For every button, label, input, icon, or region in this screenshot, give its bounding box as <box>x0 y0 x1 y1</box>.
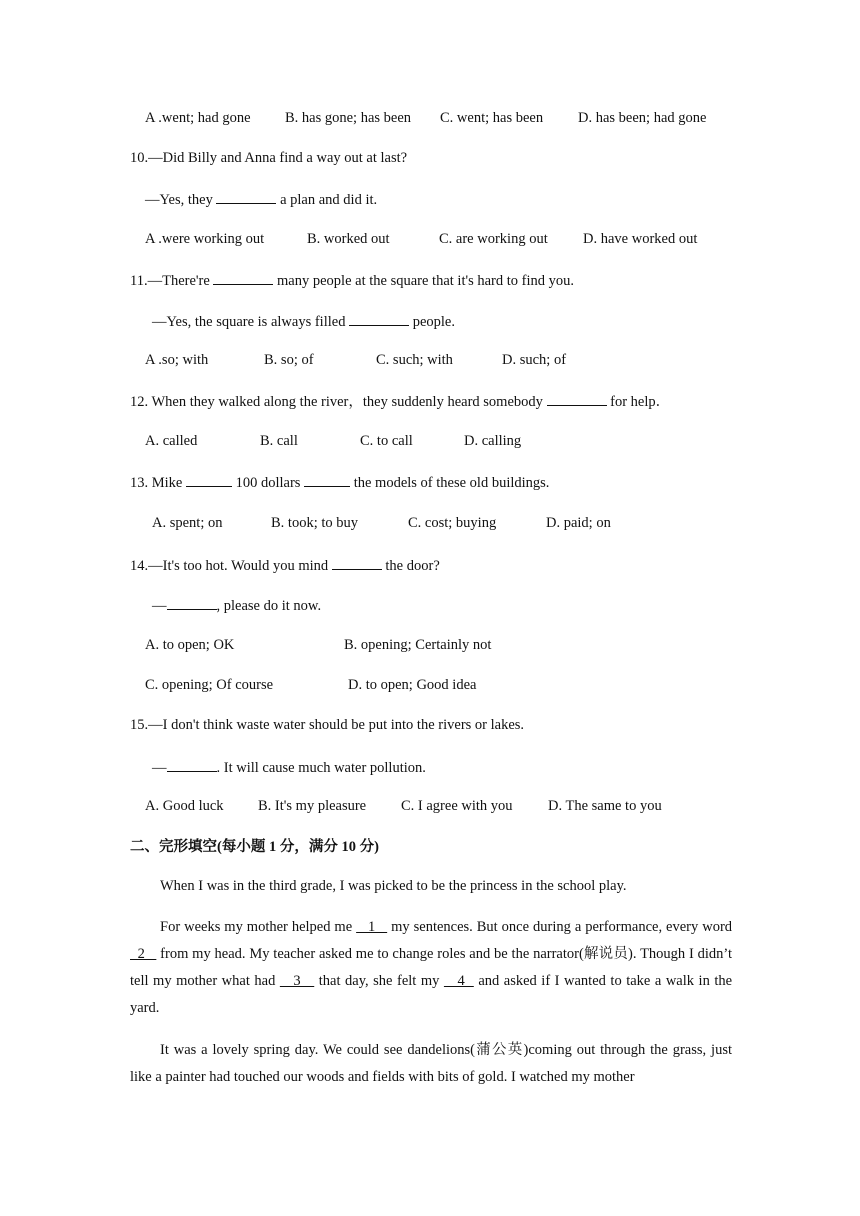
q9-option-b: B. has gone; has been <box>285 110 412 126</box>
q11-option-c: C. such; with <box>376 352 453 368</box>
q9-option-a: A .went; had gone <box>145 110 251 126</box>
q12-blank[interactable] <box>547 391 607 406</box>
paragraph-2-part-5: and asked if I wanted to take a walk in the yard. <box>130 973 733 1016</box>
q12-stem <box>130 391 670 411</box>
q10-blank[interactable] <box>216 189 276 204</box>
q14-option-a: A. to open; OK <box>145 637 235 653</box>
paragraph-2-part-1: For weeks my mother helped me <box>160 919 353 935</box>
q12-option-d: D. calling <box>464 433 522 449</box>
q9-option-c: C. went; has been <box>440 110 544 126</box>
passage-paragraph-3 <box>130 1037 732 1091</box>
q10-reply-end: a plan and did it. <box>280 192 378 208</box>
q14-blank-2[interactable] <box>167 595 217 610</box>
q12-option-a: A. called <box>145 433 198 449</box>
q14-stem <box>130 555 440 575</box>
cloze-blank-4[interactable]: 4 <box>443 973 474 989</box>
q15-stem: 15.—I don't think waste water should be put into the rivers or lakes. <box>130 717 525 733</box>
q13-stem-start: 13. Mike <box>130 475 183 491</box>
q15-option-d: D. The same to you <box>548 798 662 814</box>
cloze-blank-3[interactable]: 3 <box>279 973 315 989</box>
q10-stem: 10.—Did Billy and Anna find a way out at last? <box>130 150 408 166</box>
paragraph-2-part-3: from my head. My teacher asked me to change roles and be the narrator(解说员). Though I didn’t tell my mother what had <box>130 946 733 989</box>
section-heading: 二、完形填空(每小题 1 分，满分 10 分) <box>130 839 379 855</box>
passage-paragraph-2 <box>130 914 732 1022</box>
q14-option-c: C. opening; Of course <box>145 677 274 693</box>
q11-blank-1[interactable] <box>213 270 273 285</box>
q14-blank-1[interactable] <box>332 555 382 570</box>
q11-reply-end: people. <box>412 314 455 330</box>
q15-option-a: A. Good luck <box>145 798 224 814</box>
q13-blank-2[interactable] <box>304 472 350 487</box>
q15-option-c: C. I agree with you <box>401 798 513 814</box>
q10-reply-start: —Yes, they <box>145 192 213 208</box>
paragraph-3-text: It was a lovely spring day. We could see dandelions(蒲公英)coming out through the grass, just like a painter had touched our woods and fields with bits of gold. I watched my mother <box>130 1042 732 1085</box>
q13-option-a: A. spent; on <box>152 515 223 531</box>
q14-stem-start: 14.—It's too hot. Would you mind <box>130 558 329 574</box>
q13-option-c: C. cost; buying <box>408 515 497 531</box>
q11-stem-end: many people at the square that it's hard to find you. <box>277 273 574 289</box>
q10-reply <box>145 189 377 209</box>
q12-stem-start: 12. When they walked along the river，they suddenly heard somebody <box>130 394 543 410</box>
q13-stem <box>130 472 549 492</box>
q13-blank-1[interactable] <box>186 472 232 487</box>
q11-reply-start: —Yes, the square is always filled <box>152 314 346 330</box>
q14-reply-dash: — <box>152 598 167 614</box>
q14-option-d: D. to open; Good idea <box>348 677 477 693</box>
q9-option-d: D. has been; had gone <box>578 110 707 126</box>
q13-option-b: B. took; to buy <box>271 515 359 531</box>
q15-reply-dash: — <box>152 760 167 776</box>
q13-stem-mid: 100 dollars <box>235 475 301 491</box>
q14-reply <box>152 595 321 615</box>
cloze-blank-2[interactable]: 2 <box>130 946 157 962</box>
paragraph-2-text <box>130 914 732 1022</box>
paragraph-1-text: When I was in the third grade, I was picked to be the princess in the school play. <box>160 878 627 894</box>
cloze-blank-1[interactable]: 1 <box>356 919 388 935</box>
q12-stem-end: for help． <box>610 394 671 410</box>
q12-option-c: C. to call <box>360 433 413 449</box>
q14-stem-end: the door? <box>385 558 440 574</box>
q11-reply <box>152 311 455 331</box>
passage-paragraph-1 <box>130 873 732 900</box>
q15-reply-end: . It will cause much water pollution. <box>216 760 426 776</box>
paragraph-2-part-2: my sentences. But once during a performance, every word <box>391 919 733 935</box>
q11-option-b: B. so; of <box>264 352 314 368</box>
q11-stem <box>130 270 574 290</box>
q15-option-b: B. It's my pleasure <box>258 798 367 814</box>
q13-option-d: D. paid; on <box>546 515 611 531</box>
q11-option-a: A .so; with <box>145 352 209 368</box>
q10-option-c: C. are working out <box>439 231 548 247</box>
q14-reply-end: , please do it now. <box>216 598 322 614</box>
paragraph-2-part-4: that day, she felt my <box>318 973 440 989</box>
q13-stem-end: the models of these old buildings. <box>353 475 550 491</box>
q11-blank-2[interactable] <box>349 311 409 326</box>
q10-option-b: B. worked out <box>307 231 390 247</box>
q15-blank[interactable] <box>167 757 217 772</box>
q12-option-b: B. call <box>260 433 298 449</box>
q11-stem-start: 11.—There're <box>130 273 210 289</box>
q10-option-d: D. have worked out <box>583 231 698 247</box>
q10-option-a: A .were working out <box>145 231 265 247</box>
q14-option-b: B. opening; Certainly not <box>344 637 492 653</box>
q15-reply <box>152 757 426 777</box>
q11-option-d: D. such; of <box>502 352 567 368</box>
